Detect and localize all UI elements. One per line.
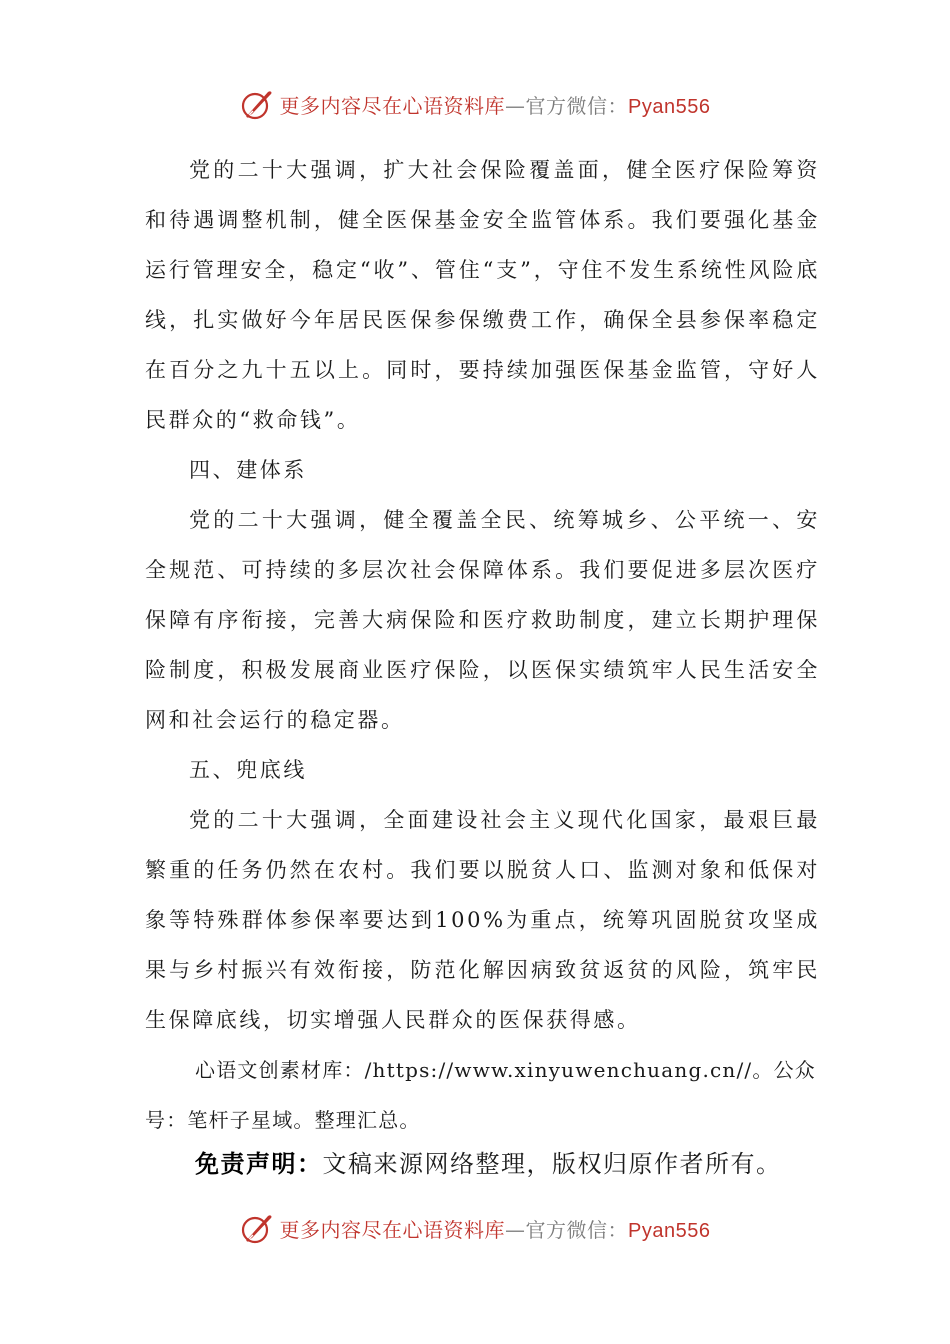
section-heading-5: 五、兜底线	[189, 758, 307, 782]
quill-pen-logo-icon	[240, 87, 274, 121]
disclaimer-text: 文稿来源网络整理，版权归原作者所有。	[322, 1150, 782, 1178]
section-heading-4: 四、建体系	[189, 458, 307, 482]
disclaimer	[195, 1142, 895, 1186]
banner-text	[280, 90, 711, 119]
disclaimer-label: 免责声明：	[195, 1150, 323, 1178]
banner-sub-text: 官方微信：	[525, 93, 629, 118]
banner-wechat-id: Pyan556	[628, 95, 711, 118]
paragraph-fund-safety: 党的二十大强调，扩大社会保险覆盖面，健全医疗保险筹资和待遇调整机制，健全医保基金安全监管体系。我们要强化基金运行管理安全，稳定“收”、管住“支”，守住不发生系统性风险底线，扎实做好今年居民医保参保缴费工作，确保全县参保率稳定在百分之九十五以上。同时，要持续加强医保基金监管，守好人民群众的“救命钱”。	[145, 158, 820, 432]
banner-dash: —	[505, 93, 526, 118]
banner-dash: —	[505, 1217, 526, 1242]
banner-sub-text: 官方微信：	[525, 1217, 629, 1242]
header-banner	[0, 82, 950, 126]
source-note: 心语文创素材库：/https://www.xinyuwenchuang.cn//。公众号：笔杆子星域。整理汇总。	[145, 1058, 816, 1132]
banner-wechat-id: Pyan556	[628, 1219, 711, 1242]
paragraph-system: 党的二十大强调，健全覆盖全民、统筹城乡、公平统一、安全规范、可持续的多层次社会保障体系。我们要促进多层次医疗保障有序衔接，完善大病保险和医疗救助制度，建立长期护理保险制度，积极发展商业医疗保险，以医保实绩筑牢人民生活安全网和社会运行的稳定器。	[145, 508, 820, 732]
paragraph-baseline: 党的二十大强调，全面建设社会主义现代化国家，最艰巨最繁重的任务仍然在农村。我们要以脱贫人口、监测对象和低保对象等特殊群体参保率要达到100%为重点，统筹巩固脱贫攻坚成果与乡村振兴有效衔接，防范化解因病致贫返贫的风险，筑牢民生保障底线，切实增强人民群众的医保获得感。	[145, 808, 820, 1032]
banner-main-text: 更多内容尽在心语资料库	[279, 1217, 506, 1242]
quill-pen-logo-icon	[240, 1211, 274, 1245]
banner-text	[280, 1214, 711, 1243]
document-body	[145, 145, 820, 1145]
footer-banner	[0, 1206, 950, 1250]
banner-main-text: 更多内容尽在心语资料库	[279, 93, 506, 118]
